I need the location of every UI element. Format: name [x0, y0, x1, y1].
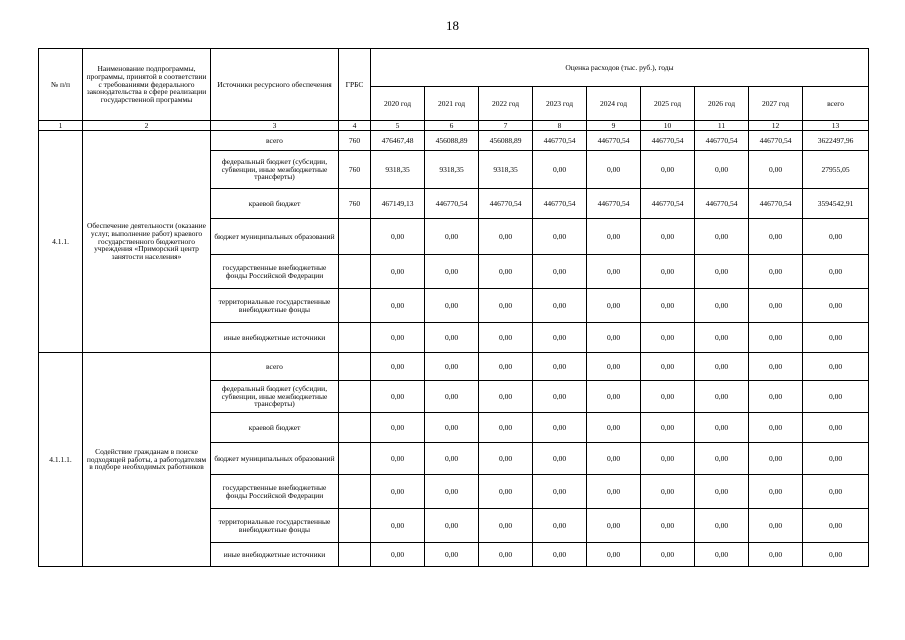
- year-value: 0,00: [425, 353, 479, 381]
- header-year: всего: [803, 87, 869, 121]
- year-value: 0,00: [749, 543, 803, 567]
- header-grbs: ГРБС: [339, 49, 371, 121]
- grbs-code: [339, 289, 371, 323]
- year-value: 0,00: [479, 289, 533, 323]
- year-value: 446770,54: [695, 189, 749, 219]
- year-value: 0,00: [479, 413, 533, 443]
- year-value: 0,00: [641, 509, 695, 543]
- year-value: 0,00: [587, 475, 641, 509]
- year-value: 0,00: [695, 255, 749, 289]
- funding-source: краевой бюджет: [211, 189, 339, 219]
- year-value: 0,00: [695, 509, 749, 543]
- year-value: 0,00: [641, 543, 695, 567]
- year-value: 0,00: [533, 381, 587, 413]
- program-name: Обеспечение деятельности (оказание услуг, выполнение работ) краевого государственного бюджетного учреждения «Приморский центр занятости населения»: [83, 131, 211, 353]
- year-value: 0,00: [479, 543, 533, 567]
- year-value: 0,00: [695, 323, 749, 353]
- year-value: 0,00: [587, 255, 641, 289]
- year-value: 0,00: [749, 151, 803, 189]
- year-value: 0,00: [695, 475, 749, 509]
- year-value: 0,00: [425, 413, 479, 443]
- year-value: 9318,35: [371, 151, 425, 189]
- year-value: 446770,54: [695, 131, 749, 151]
- year-value: 0,00: [479, 219, 533, 255]
- column-index: 10: [641, 121, 695, 131]
- header-year: 2027 год: [749, 87, 803, 121]
- year-value: 0,00: [749, 255, 803, 289]
- funding-source: государственные внебюджетные фонды Российской Федерации: [211, 255, 339, 289]
- header-year: 2022 год: [479, 87, 533, 121]
- year-value: 0,00: [533, 255, 587, 289]
- year-value: 0,00: [371, 289, 425, 323]
- total-value: 0,00: [803, 323, 869, 353]
- program-name: Содействие гражданам в поиске подходящей работы, а работодателям в подборе необходимых работников: [83, 353, 211, 567]
- year-value: 0,00: [479, 323, 533, 353]
- year-value: 9318,35: [425, 151, 479, 189]
- year-value: 446770,54: [533, 189, 587, 219]
- funding-source: всего: [211, 131, 339, 151]
- year-value: 9318,35: [479, 151, 533, 189]
- header-source: Источники ресурсного обеспечения: [211, 49, 339, 121]
- header-year: 2023 год: [533, 87, 587, 121]
- year-value: 0,00: [641, 475, 695, 509]
- year-value: 446770,54: [425, 189, 479, 219]
- total-value: 27955,05: [803, 151, 869, 189]
- column-index: 8: [533, 121, 587, 131]
- header-year: 2026 год: [695, 87, 749, 121]
- expense-table: [38, 48, 869, 567]
- year-value: 0,00: [587, 219, 641, 255]
- year-value: 446770,54: [533, 131, 587, 151]
- column-index: 9: [587, 121, 641, 131]
- year-value: 0,00: [749, 381, 803, 413]
- year-value: 0,00: [425, 323, 479, 353]
- page-number: 18: [446, 18, 459, 33]
- total-value: 3622497,96: [803, 131, 869, 151]
- year-value: 0,00: [371, 353, 425, 381]
- year-value: 0,00: [371, 413, 425, 443]
- funding-source: иные внебюджетные источники: [211, 543, 339, 567]
- header-year: 2024 год: [587, 87, 641, 121]
- total-value: 0,00: [803, 413, 869, 443]
- year-value: 0,00: [695, 151, 749, 189]
- total-value: 0,00: [803, 443, 869, 475]
- year-value: 0,00: [479, 443, 533, 475]
- column-index: 2: [83, 121, 211, 131]
- grbs-code: [339, 443, 371, 475]
- year-value: 0,00: [533, 413, 587, 443]
- header-year: 2021 год: [425, 87, 479, 121]
- year-value: 0,00: [695, 443, 749, 475]
- year-value: 476467,48: [371, 131, 425, 151]
- year-value: 0,00: [533, 151, 587, 189]
- year-value: 0,00: [533, 323, 587, 353]
- header-num: № п/п: [39, 49, 83, 121]
- year-value: 0,00: [371, 381, 425, 413]
- year-value: 446770,54: [749, 189, 803, 219]
- year-value: 0,00: [641, 353, 695, 381]
- year-value: 0,00: [641, 289, 695, 323]
- funding-source: территориальные государственные внебюджетные фонды: [211, 509, 339, 543]
- year-value: 0,00: [641, 413, 695, 443]
- year-value: 0,00: [749, 289, 803, 323]
- year-value: 456088,89: [425, 131, 479, 151]
- year-value: 0,00: [587, 323, 641, 353]
- total-value: 0,00: [803, 509, 869, 543]
- total-value: 0,00: [803, 475, 869, 509]
- column-index: 4: [339, 121, 371, 131]
- total-value: 0,00: [803, 219, 869, 255]
- year-value: 0,00: [587, 413, 641, 443]
- year-value: 0,00: [479, 353, 533, 381]
- grbs-code: [339, 255, 371, 289]
- grbs-code: 760: [339, 151, 371, 189]
- year-value: 0,00: [371, 475, 425, 509]
- year-value: 0,00: [587, 381, 641, 413]
- funding-source: федеральный бюджет (субсидии, субвенции, иные межбюджетные трансферты): [211, 151, 339, 189]
- year-value: 0,00: [425, 475, 479, 509]
- column-index: 3: [211, 121, 339, 131]
- funding-source: краевой бюджет: [211, 413, 339, 443]
- year-value: 467149,13: [371, 189, 425, 219]
- year-value: 446770,54: [641, 131, 695, 151]
- year-value: 0,00: [425, 443, 479, 475]
- year-value: 0,00: [749, 413, 803, 443]
- year-value: 0,00: [425, 219, 479, 255]
- header-year: 2020 год: [371, 87, 425, 121]
- year-value: 0,00: [371, 255, 425, 289]
- total-value: 3594542,91: [803, 189, 869, 219]
- year-value: 0,00: [587, 443, 641, 475]
- year-value: 0,00: [587, 509, 641, 543]
- year-value: 0,00: [641, 443, 695, 475]
- year-value: 0,00: [749, 219, 803, 255]
- total-value: 0,00: [803, 543, 869, 567]
- year-value: 0,00: [641, 323, 695, 353]
- year-value: 0,00: [641, 151, 695, 189]
- year-value: 0,00: [533, 289, 587, 323]
- year-value: 0,00: [533, 509, 587, 543]
- grbs-code: [339, 353, 371, 381]
- grbs-code: [339, 381, 371, 413]
- funding-source: государственные внебюджетные фонды Российской Федерации: [211, 475, 339, 509]
- grbs-code: 760: [339, 189, 371, 219]
- funding-source: федеральный бюджет (субсидии, субвенции, иные межбюджетные трансферты): [211, 381, 339, 413]
- year-value: 0,00: [371, 219, 425, 255]
- year-value: 0,00: [749, 443, 803, 475]
- grbs-code: 760: [339, 131, 371, 151]
- year-value: 0,00: [749, 509, 803, 543]
- year-value: 0,00: [695, 543, 749, 567]
- year-value: 0,00: [749, 353, 803, 381]
- year-value: 0,00: [695, 413, 749, 443]
- table-row: [39, 353, 869, 381]
- year-value: 0,00: [533, 353, 587, 381]
- year-value: 0,00: [533, 543, 587, 567]
- year-value: 0,00: [479, 381, 533, 413]
- column-index: 11: [695, 121, 749, 131]
- program-number: 4.1.1.1.: [39, 353, 83, 567]
- table-row: [39, 131, 869, 151]
- grbs-code: [339, 475, 371, 509]
- year-value: 0,00: [425, 381, 479, 413]
- year-value: 0,00: [695, 219, 749, 255]
- grbs-code: [339, 509, 371, 543]
- funding-source: территориальные государственные внебюджетные фонды: [211, 289, 339, 323]
- year-value: 0,00: [641, 255, 695, 289]
- total-value: 0,00: [803, 289, 869, 323]
- column-index: 13: [803, 121, 869, 131]
- header-year: 2025 год: [641, 87, 695, 121]
- grbs-code: [339, 543, 371, 567]
- year-value: 0,00: [695, 353, 749, 381]
- year-value: 0,00: [749, 323, 803, 353]
- year-value: 0,00: [479, 475, 533, 509]
- funding-source: бюджет муниципальных образований: [211, 219, 339, 255]
- column-index: 1: [39, 121, 83, 131]
- year-value: 0,00: [533, 443, 587, 475]
- year-value: 446770,54: [749, 131, 803, 151]
- year-value: 0,00: [371, 543, 425, 567]
- total-value: 0,00: [803, 381, 869, 413]
- year-value: 0,00: [641, 381, 695, 413]
- year-value: 0,00: [425, 543, 479, 567]
- year-value: 446770,54: [587, 131, 641, 151]
- year-value: 0,00: [641, 219, 695, 255]
- year-value: 446770,54: [641, 189, 695, 219]
- year-value: 0,00: [371, 443, 425, 475]
- year-value: 0,00: [425, 255, 479, 289]
- funding-source: бюджет муниципальных образований: [211, 443, 339, 475]
- total-value: 0,00: [803, 255, 869, 289]
- header-estimate: Оценка расходов (тыс. руб.), годы: [371, 49, 869, 87]
- funding-source: иные внебюджетные источники: [211, 323, 339, 353]
- year-value: 0,00: [425, 509, 479, 543]
- year-value: 0,00: [479, 255, 533, 289]
- year-value: 0,00: [587, 151, 641, 189]
- year-value: 0,00: [587, 289, 641, 323]
- year-value: 0,00: [425, 289, 479, 323]
- header-name: Наименование подпрограммы, программы, принятой в соответствии с требованиями федерального законодательства в сфере реализации государственной программы: [83, 49, 211, 121]
- funding-source: всего: [211, 353, 339, 381]
- column-index: 5: [371, 121, 425, 131]
- year-value: 0,00: [371, 509, 425, 543]
- grbs-code: [339, 219, 371, 255]
- grbs-code: [339, 413, 371, 443]
- year-value: 456088,89: [479, 131, 533, 151]
- year-value: 446770,54: [587, 189, 641, 219]
- total-value: 0,00: [803, 353, 869, 381]
- year-value: 0,00: [533, 475, 587, 509]
- year-value: 0,00: [749, 475, 803, 509]
- year-value: 0,00: [533, 219, 587, 255]
- year-value: 0,00: [695, 381, 749, 413]
- program-number: 4.1.1.: [39, 131, 83, 353]
- year-value: 0,00: [371, 323, 425, 353]
- column-index: 6: [425, 121, 479, 131]
- year-value: 0,00: [479, 509, 533, 543]
- column-index: 7: [479, 121, 533, 131]
- year-value: 0,00: [695, 289, 749, 323]
- year-value: 0,00: [587, 543, 641, 567]
- column-index: 12: [749, 121, 803, 131]
- year-value: 446770,54: [479, 189, 533, 219]
- year-value: 0,00: [587, 353, 641, 381]
- grbs-code: [339, 323, 371, 353]
